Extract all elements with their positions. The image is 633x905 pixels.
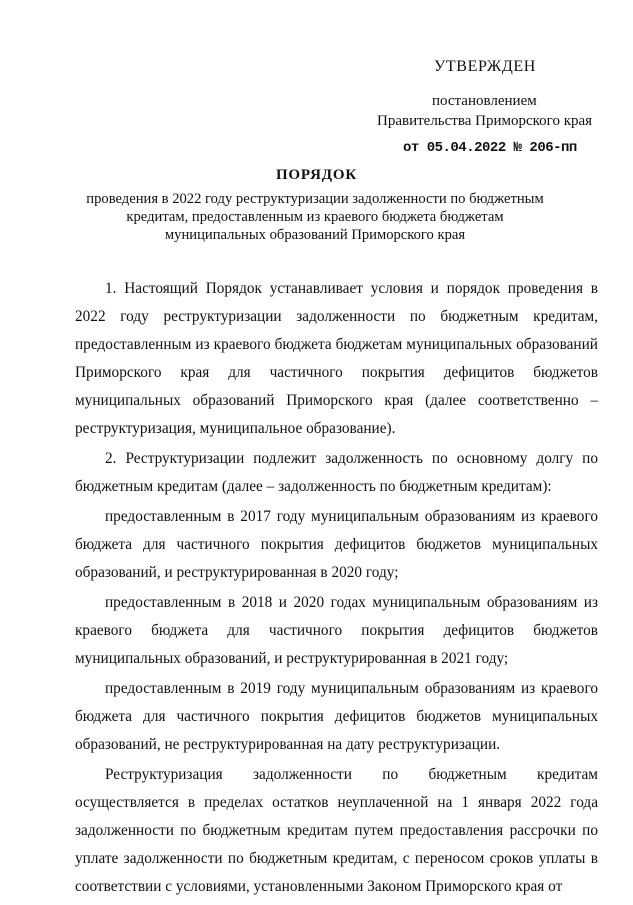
document-body (75, 275, 598, 903)
approved-heading: УТВЕРЖДЕН (434, 58, 536, 75)
paragraph-restructuring-terms: Реструктуризация задолженности по бюджетным кредитам осуществляется в пределах остатков неуплаченной на 1 января 2022 года задолженности по бюджетным кредитам путем предоставления рассрочки по уплате задолженности по бюджетным кредитам, с переносом сроков уплаты в соответствии с условиями, установленными Законом Приморского края от (75, 766, 598, 895)
approval-date-number-stamp: от 05.04.2022 № 206-пп (403, 140, 577, 156)
paragraph-2018-2020-credits: предоставленным в 2018 и 2020 годах муниципальным образованиям из краевого бюджета для частичного покрытия дефицитов бюджетов муниципальных образований, и реструктурированная в 2021 году; (75, 594, 598, 667)
approval-decree-line: постановлением (432, 93, 537, 109)
paragraph-2017-credits: предоставленным в 2017 году муниципальным образованиям из краевого бюджета для частичного покрытия дефицитов бюджетов муниципальных образований, и реструктурированная в 2020 году; (75, 508, 598, 581)
approval-government-line: Правительства Приморского края (377, 113, 593, 129)
paragraph-2: 2. Реструктуризации подлежит задолженность по основному долгу по бюджетным кредитам (далее – задолженность по бюджетным кредитам): (75, 450, 598, 495)
document-subtitle: проведения в 2022 году реструктуризации задолженности по бюджетным кредитам, предоставленным из краевого бюджета бюджетам муниципальных образований Приморского края (86, 191, 544, 243)
document-title: ПОРЯДОК (275, 167, 358, 183)
paragraph-1: 1. Настоящий Порядок устанавливает условия и порядок проведения в 2022 году реструктуризации задолженности по бюджетным кредитам, предоставленным из краевого бюджета бюджетам муниципальных образований Приморского края для частичного покрытия дефицитов бюджетов муниципальных образований Приморского края (далее соответственно – реструктуризация, муниципальное образование). (75, 280, 598, 437)
paragraph-2019-credits: предоставленным в 2019 году муниципальным образованиям из краевого бюджета для частичного покрытия дефицитов бюджетов муниципальных образований, не реструктурированная на дату реструктуризации. (75, 680, 598, 753)
